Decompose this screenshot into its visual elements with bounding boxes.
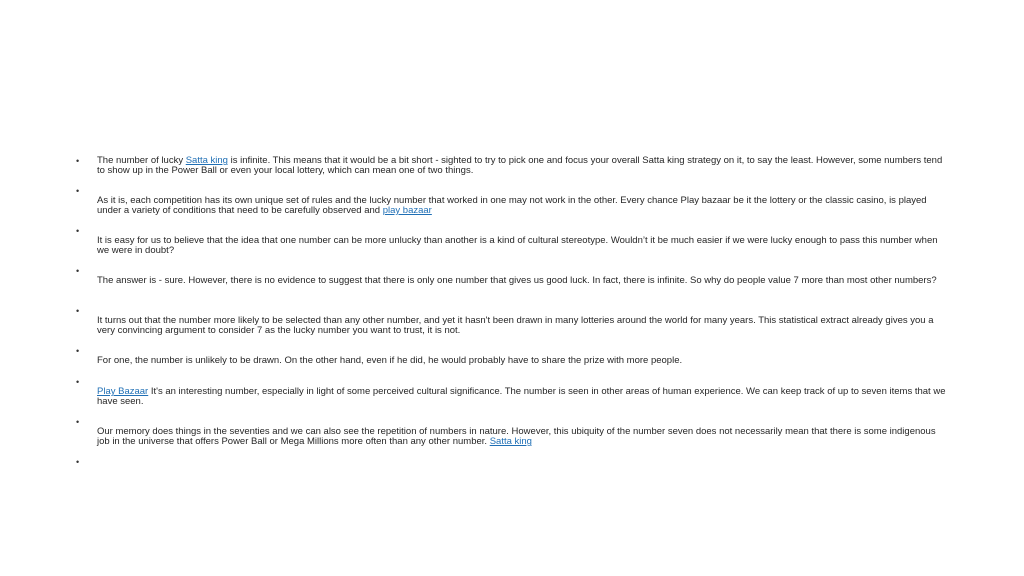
satta-king-link[interactable]: Satta king — [489, 436, 532, 447]
text-segment: The number of lucky — [97, 155, 186, 166]
text-segment: For one, the number is unlikely to be drawn. On the other hand, even if he did, he would probably have to share the prize with more people. — [97, 355, 683, 366]
bullet-6: • — [76, 346, 80, 356]
play-bazaar-link[interactable]: play bazaar — [382, 205, 432, 216]
bullet-7: • — [76, 377, 80, 387]
paragraph-5 — [97, 316, 947, 336]
bullet-3: • — [76, 226, 80, 236]
satta-king-link[interactable]: Satta king — [185, 155, 228, 166]
paragraph-3 — [97, 236, 947, 256]
paragraph-7 — [97, 387, 947, 407]
paragraph-8 — [97, 427, 947, 447]
text-segment: Our memory does things in the seventies and we can also see the repetition of numbers in nature. However, this ubiquity of the number seven does not necessarily mean that there is some indigenous job in the universe that offers Power Ball or Mega Millions more often than any other number. — [97, 426, 936, 447]
paragraph-1 — [97, 156, 947, 176]
bullet-5: • — [76, 306, 80, 316]
paragraph-6 — [97, 356, 947, 366]
bullet-1: • — [76, 156, 80, 166]
bullet-9: • — [76, 457, 80, 467]
text-segment: It's an interesting number, especially in light of some perceived cultural significance. The number is seen in other areas of human experience. We can keep track of up to seven items that we have seen. — [97, 386, 946, 407]
text-segment: As it is, each competition has its own unique set of rules and the lucky number that worked in one may not work in the other. Every chance Play bazaar be it the lottery or the classic casino, is played under a variety of conditions that need to be carefully observed and — [97, 195, 927, 216]
text-segment: is infinite. This means that it would be a bit short - sighted to try to pick one and focus your overall Satta king strategy on it, to say the least. However, some numbers tend to show up in the Power Ball or even your local lottery, which can mean one of two things. — [97, 155, 943, 176]
paragraph-2 — [97, 196, 947, 216]
bullet-4: • — [76, 266, 80, 276]
text-segment: It is easy for us to believe that the idea that one number can be more unlucky than another is a kind of cultural stereotype. Wouldn’t it be much easier if we were lucky enough to pass this number when we were in doubt? — [97, 235, 938, 256]
text-segment: The answer is - sure. However, there is no evidence to suggest that there is only one number that gives us good luck. In fact, there is infinite. So why do people value 7 more than most other numbers? — [97, 275, 937, 286]
play-bazaar-link[interactable]: Play Bazaar — [97, 386, 149, 397]
text-segment: It turns out that the number more likely to be selected than any other number, and yet it hasn't been drawn in many lotteries around the world for many years. This statistical extract already gives you a very convincing argument to consider 7 as the lucky number you want to trust, it is not. — [97, 315, 934, 336]
paragraph-4 — [97, 276, 947, 286]
bullet-8: • — [76, 417, 80, 427]
bullet-2: • — [76, 186, 80, 196]
